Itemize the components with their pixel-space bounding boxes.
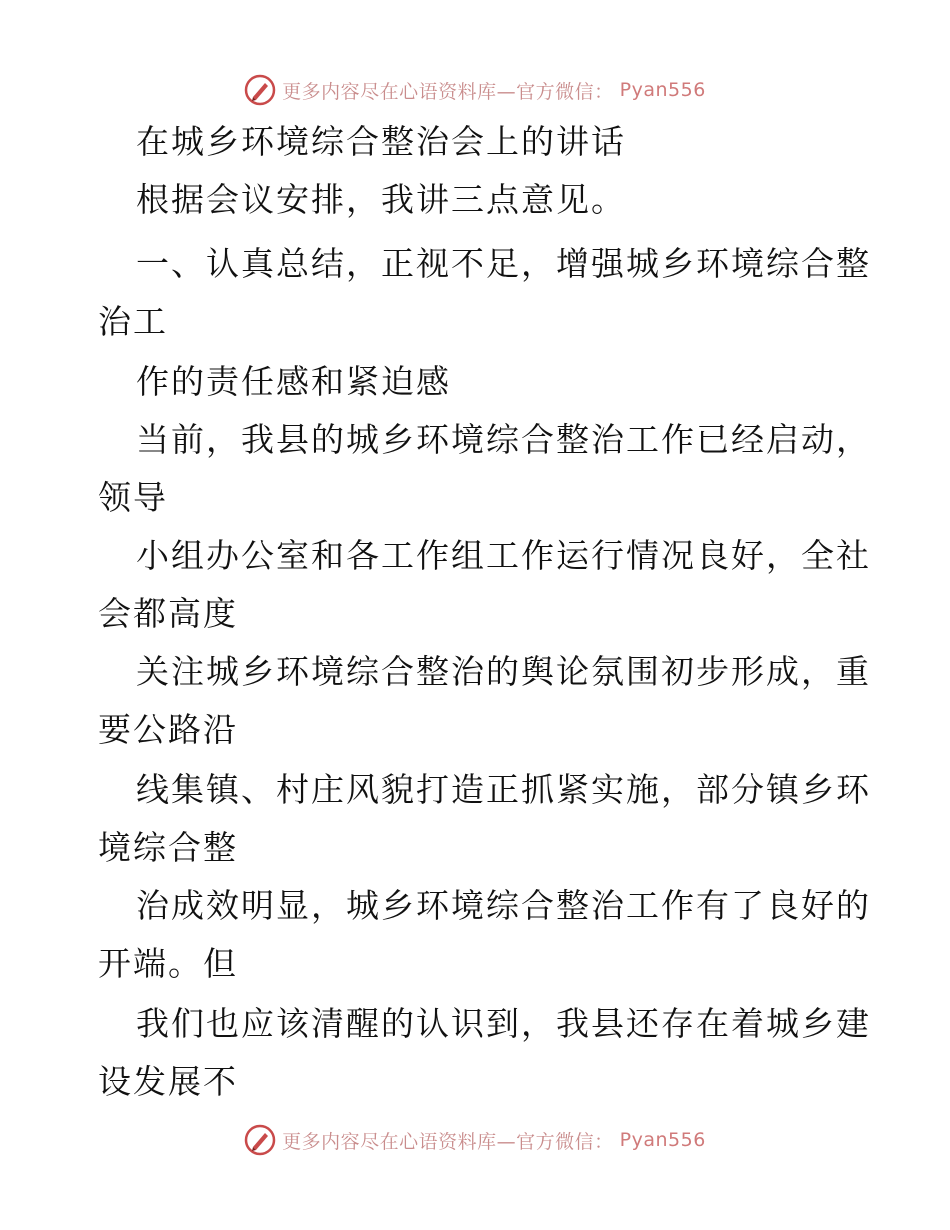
pen-logo-icon xyxy=(244,1124,276,1156)
header-watermark xyxy=(0,70,950,110)
section-heading-line: 治工 xyxy=(98,302,168,341)
section-heading-line: 一、认真总结，正视不足，增强城乡环境综合整 xyxy=(136,244,871,283)
paragraph-line: 设发展不 xyxy=(98,1062,238,1101)
paragraph-line: 治成效明显，城乡环境综合整治工作有了良好的 xyxy=(136,886,871,925)
watermark-contact: Pyan556 xyxy=(619,79,706,101)
paragraph-line: 当前，我县的城乡环境综合整治工作已经启动， xyxy=(136,420,871,459)
paragraph-line: 我们也应该清醒的认识到，我县还存在着城乡建 xyxy=(136,1004,871,1043)
pen-logo-icon xyxy=(244,74,276,106)
document-title: 在城乡环境综合整治会上的讲话 xyxy=(136,122,626,161)
paragraph-line: 根据会议安排，我讲三点意见。 xyxy=(136,180,626,219)
paragraph-line: 会都高度 xyxy=(98,594,238,633)
paragraph-line: 关注城乡环境综合整治的舆论氛围初步形成，重 xyxy=(136,652,871,691)
footer-watermark xyxy=(0,1120,950,1160)
watermark-text: 更多内容尽在心语资料库—官方微信： xyxy=(282,80,614,103)
paragraph-line: 领导 xyxy=(98,478,168,517)
paragraph-line: 境综合整 xyxy=(98,828,238,867)
section-heading-line: 作的责任感和紧迫感 xyxy=(136,362,451,401)
paragraph-line: 线集镇、村庄风貌打造正抓紧实施，部分镇乡环 xyxy=(136,770,871,809)
paragraph-line: 小组办公室和各工作组工作运行情况良好，全社 xyxy=(136,536,871,575)
paragraph-line: 开端。但 xyxy=(98,944,238,983)
paragraph-line: 要公路沿 xyxy=(98,710,238,749)
watermark-text: 更多内容尽在心语资料库—官方微信： xyxy=(282,1130,614,1153)
watermark-contact: Pyan556 xyxy=(619,1129,706,1151)
